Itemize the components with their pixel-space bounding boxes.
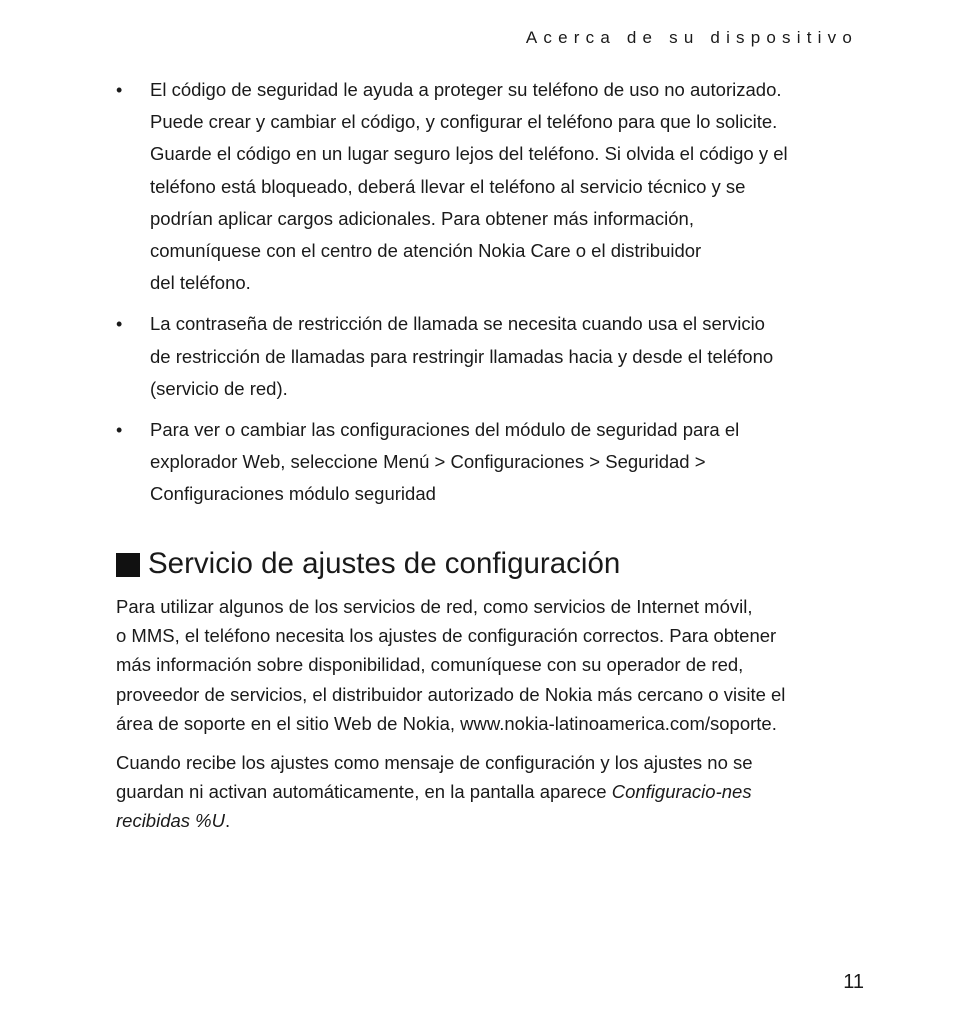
bullet-line: El código de seguridad le ayuda a proteger su teléfono de uso no autorizado.	[150, 79, 782, 100]
black-square-icon	[116, 553, 140, 577]
bullet-line: teléfono está bloqueado, deberá llevar el teléfono al servicio técnico y se	[150, 175, 746, 197]
paragraph-line	[116, 777, 856, 806]
bullet-line: (servicio de red).	[150, 377, 288, 399]
paragraph-config-received	[116, 748, 856, 836]
bullet-line: Puede crear y cambiar el código, y configurar el teléfono para que lo solicite.	[150, 111, 778, 133]
emphasized-text: recibidas %U	[116, 810, 225, 832]
bullet-line: Para ver o cambiar las configuraciones del módulo de seguridad para el	[150, 419, 740, 441]
bullet-line: de restricción de llamadas para restringir llamadas hacia y desde el teléfono	[150, 345, 774, 367]
bullet-line: La contraseña de restricción de llamada se necesita cuando usa el servicio	[150, 313, 765, 335]
bullet-line: del teléfono.	[150, 272, 251, 294]
bullet-line: podrían aplicar cargos adicionales. Para obtener más información,	[150, 207, 694, 229]
paragraph-text: .	[225, 810, 231, 832]
bullet-line: Configuraciones módulo seguridad	[150, 483, 436, 505]
bullet-list	[116, 74, 851, 520]
paragraph-line	[116, 806, 856, 835]
list-item	[116, 308, 851, 405]
bullet-line: Guarde el código en un lugar seguro lejos del teléfono. Si olvida el código y el	[150, 143, 788, 165]
bullet-marker: •	[116, 314, 123, 335]
paragraph-text: guardan ni activan automáticamente, en la pantalla aparece	[116, 781, 612, 803]
running-header: Acerca de su dispositivo	[525, 28, 858, 47]
paragraph-config-intro	[116, 592, 856, 738]
paragraph-line: Para utilizar algunos de los servicios de red, como servicios de Internet móvil,	[116, 596, 753, 617]
paragraph-line: más información sobre disponibilidad, comuníquese con su operador de red,	[116, 654, 744, 676]
list-item	[116, 74, 851, 299]
section-heading	[116, 542, 620, 586]
bullet-line: explorador Web, seleccione Menú > Configuraciones > Seguridad >	[150, 451, 706, 473]
paragraph-line: Cuando recibe los ajustes como mensaje de configuración y los ajustes no se	[116, 752, 753, 773]
paragraph-line: proveedor de servicios, el distribuidor autorizado de Nokia más cercano o visite el	[116, 683, 786, 705]
bullet-marker: •	[116, 80, 123, 100]
emphasized-text: Configuracio-nes	[611, 781, 752, 803]
section-title: Servicio de ajustes de configuración	[148, 547, 621, 580]
bullet-marker: •	[116, 420, 123, 441]
paragraph-line: área de soporte en el sitio Web de Nokia, www.nokia-latinoamerica.com/soporte.	[116, 712, 777, 734]
bullet-line: comuníquese con el centro de atención Nokia Care o el distribuidor	[150, 240, 702, 262]
list-item	[116, 414, 851, 511]
page-number: 11	[843, 971, 864, 993]
paragraph-line: o MMS, el teléfono necesita los ajustes de configuración correctos. Para obtener	[116, 625, 777, 647]
